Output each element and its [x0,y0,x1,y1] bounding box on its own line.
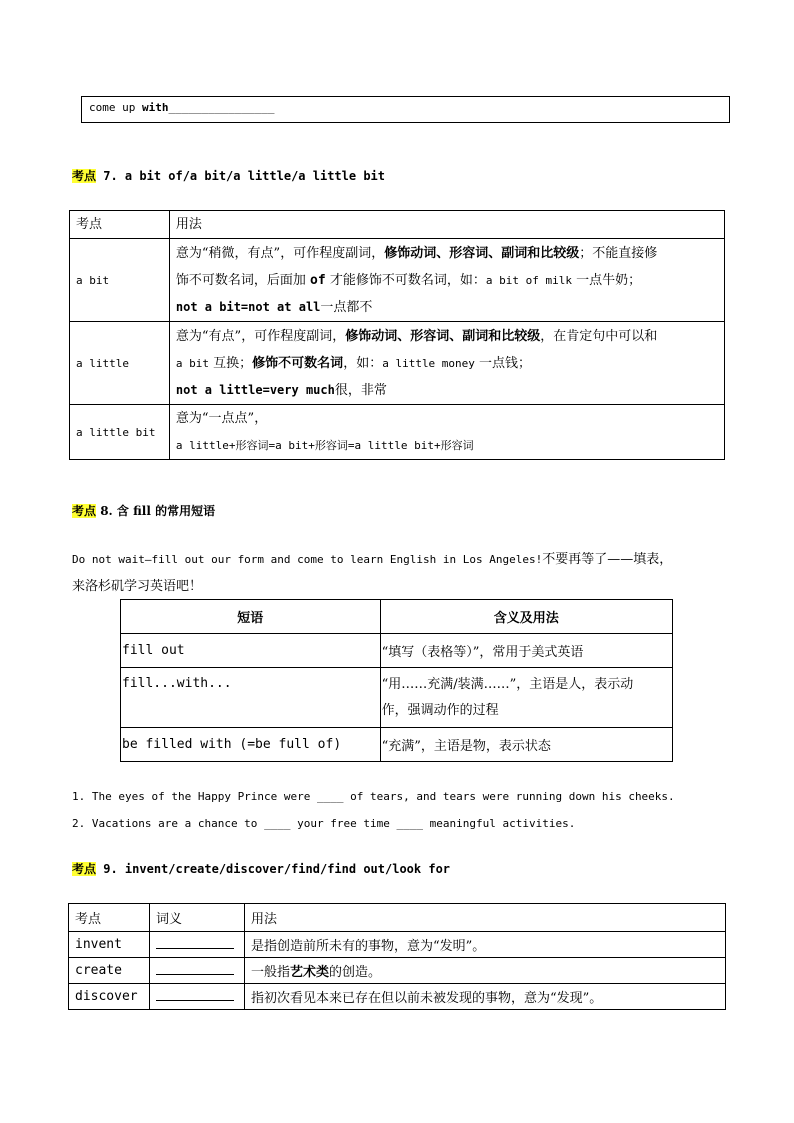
text: 是指创造前所未有的事物，意为“发明”。 [250,939,486,954]
text: 一点钱； [474,355,532,371]
header-cell: 短语 [121,600,381,634]
text-mono: a little+形容词=a bit+形容词=a little bit+形容词 [175,439,474,452]
word-cell: discover [69,984,150,1010]
text-bold: 修饰动词、形容词、副词和比较级 [345,328,541,344]
meaning-cell: “充满”，主语是物，表示状态 [380,728,672,762]
meaning-cell [380,668,672,728]
table-row [70,405,725,460]
sentence-en: Do not wait—fill out our form and come to learn English in Los Angeles! [72,553,543,566]
text: 1. The eyes of the Happy Prince were [72,790,318,803]
header-cell: 考点 [70,211,170,239]
text: meaningful activities. [423,817,576,830]
section-9-table [68,903,726,1010]
meaning-blank-cell [149,932,244,958]
top-box-bold: with [141,101,169,114]
section-9-heading [72,860,450,877]
answer-blank[interactable]: ____ [264,817,291,830]
header-cell: 考点 [69,904,150,932]
table-row [69,932,726,958]
table-row [70,211,725,239]
sentence-cn: 来洛杉矶学习英语吧！ [72,579,203,594]
usage-cell [169,239,724,322]
section-8-table [120,599,673,762]
table-row [69,984,726,1010]
usage-cell [244,932,725,958]
text-bold: 艺术类 [289,965,329,980]
table-row [69,958,726,984]
text: ，在肯定句中可以和 [540,328,658,344]
header-cell: 含义及用法 [380,600,672,634]
section-8-heading [72,502,215,519]
text-mono: a little money [382,356,475,370]
section-9-tag: 考点 [72,862,97,876]
text: 意为“一点点”， [175,411,268,426]
section-7-title: 7. a bit of/a bit/a little/a little bit [96,169,385,183]
text: ，如： [343,355,383,371]
word-cell: create [69,958,150,984]
text: of tears, and tears were running down his cheeks. [343,790,675,803]
text: 一点都不 [320,299,373,315]
meaning-blank-cell [149,958,244,984]
text: 一般指 [250,965,290,980]
example-sentence [72,546,732,600]
section-9-title: 9. invent/create/discover/find/find out/look for [96,862,451,876]
usage-cell [169,405,724,460]
table-row [121,668,673,728]
section-7-table [69,210,725,460]
table-row [121,728,673,762]
text: 指初次看见本来已存在但以前未被发现的事物，意为“发现”。 [250,991,603,1006]
text: 很，非常 [334,382,387,398]
text-bold: not a little=very much [175,382,335,397]
text: 一点牛奶； [571,272,642,288]
answer-blank[interactable] [156,963,234,975]
table-row [70,322,725,405]
text: ；不能直接修 [579,245,658,261]
usage-cell [169,322,724,405]
row-label: a bit [70,239,170,322]
sentence-cn: 不要再等了——填表， [542,552,673,567]
top-box [81,96,730,123]
text: 意为“稍微，有点”，可作程度副词， [175,245,385,261]
meaning-blank-cell [149,984,244,1010]
section-8-title: 8. 含 fill 的常用短语 [96,504,216,518]
table-row [69,904,726,932]
meaning-cell: “填写（表格等）”，常用于美式英语 [380,634,672,668]
text-bold: of [310,272,326,288]
row-label: a little bit [70,405,170,460]
header-cell: 用法 [169,211,724,239]
text-mono: a bit [175,356,210,370]
text: 意为“有点”，可作程度副词， [175,328,346,344]
row-label: a little [70,322,170,405]
top-box-blank: ________________ [168,101,275,114]
usage-cell [244,958,725,984]
text: your free time [290,817,397,830]
answer-blank[interactable] [156,989,234,1001]
phrase-cell: fill out [121,634,381,668]
table-row [121,634,673,668]
text-bold: not a bit=not at all [175,299,321,314]
text: “用……充满/装满……”，主语是人，表示动 [381,676,634,692]
text-mono: a bit of milk [485,273,572,287]
section-7-tag: 考点 [72,169,97,183]
phrase-cell: be filled with (=be full of) [121,728,381,762]
text: 互换； [209,355,253,371]
word-cell: invent [69,932,150,958]
header-cell: 词义 [149,904,244,932]
exercise-1 [72,790,675,803]
text-bold: 修饰不可数名词 [252,355,344,371]
section-8-tag: 考点 [72,504,97,518]
text: 才能修饰不可数名词，如： [325,272,486,288]
answer-blank[interactable] [156,937,234,949]
text: 作，强调动作的过程 [381,702,499,718]
text: 的创造。 [329,965,382,980]
text: 饰不可数名词，后面加 [175,272,311,288]
answer-blank[interactable]: ____ [317,790,344,803]
text-bold: 修饰动词、形容词、副词和比较级 [384,245,580,261]
usage-cell [244,984,725,1010]
header-cell: 用法 [244,904,725,932]
text: 2. Vacations are a chance to [72,817,265,830]
top-box-text: come up [89,101,142,114]
phrase-cell: fill...with... [121,668,381,728]
table-row [121,600,673,634]
section-7-heading [72,167,385,184]
answer-blank[interactable]: ____ [396,817,424,830]
exercise-2 [72,817,575,830]
table-row [70,239,725,322]
